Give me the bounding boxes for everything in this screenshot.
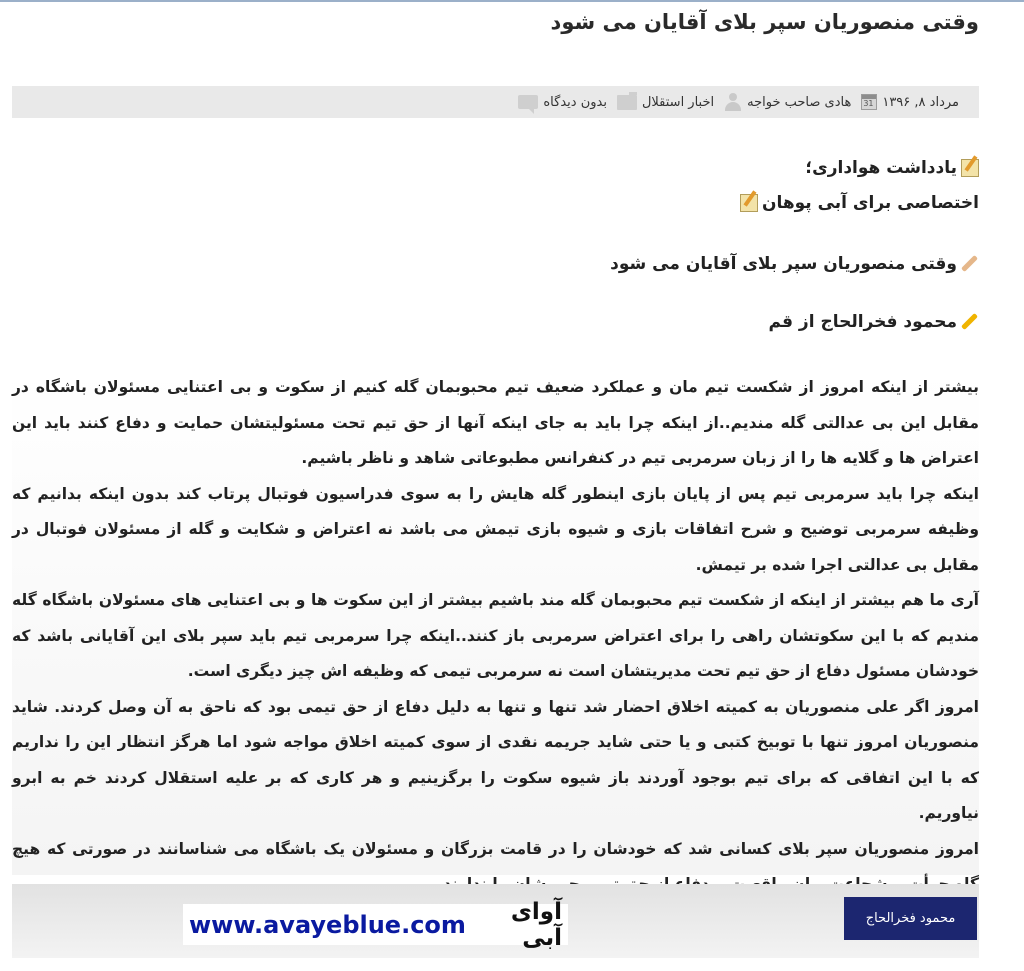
category-link[interactable]: اخبار استقلال <box>641 94 715 110</box>
body-paragraph: امروز اگر علی منصوریان به کمیته اخلاق احضار شد تنها و تنها به دلیل دفاع از حق تیمی بود که ناحق به آن وصل کردند. شاید منصوریان امروز تنها با توبیخ کتبی و یا حتی شاید جریمه نقدی از سوی کمیته اخلاق مواجه شود اما هرگز انتظار این را نداریم که با این اتفاقی که برای تیم بوجود آوردند باز شیوه سکوت را برگزینیم و هر کاری که بر علیه استقلال کردند خم به ابرو نیاوریم. <box>12 697 979 822</box>
top-divider <box>0 0 1024 2</box>
folder-icon <box>617 95 637 110</box>
site-watermark <box>183 898 568 951</box>
article-meta-bar <box>12 86 979 118</box>
writing-hand-icon <box>961 313 979 331</box>
body-paragraph: اینکه چرا باید سرمربی تیم پس از پایان بازی اینطور گله هایش را به سوی فدراسیون فوتبال پرتاب کند بدون اینکه بدانیم که وظیفه سرمربی توضیح و شرح اتفاقات بازی و شیوه بازی تیمش می باشد نه اعتراض و شکایت و گله از مسئولان فوتبال در مقابل بی عدالتی اجرا شده بر تیمش. <box>12 484 979 574</box>
meta-date <box>861 94 959 110</box>
comment-icon <box>518 95 538 109</box>
comments-link[interactable]: بدون دیدگاه <box>543 94 607 110</box>
watermark-url: www.avayeblue.com <box>189 910 466 939</box>
body-paragraph: آری ما هم بیشتر از اینکه از شکست تیم محبوبمان گله مند باشیم بیشتر از این سکوت ها و بی اعتنایی های مسئولان باشگاه گله مندیم که با این سکوتشان راهی را برای اعتراض سرمربی باز کنند..اینکه چرا سرمربی تیم باید سپر بلای این آقایانی باشد که خودشان مسئول دفاع از حق تیم تحت مدیریتشان است نه سرمربی تیمی که وظیفه اش چیز دیگری است. <box>12 591 979 680</box>
calendar-icon <box>861 94 877 110</box>
lead-line-2: اختصاصی برای آبی پوهان <box>761 193 979 213</box>
lead-exclusive <box>740 193 979 213</box>
date-text: مرداد ۸, ۱۳۹۶ <box>882 94 959 110</box>
memo-icon <box>961 159 979 177</box>
lead-line-3: وقتی منصوریان سپر بلای آقایان می شود <box>610 254 957 274</box>
writing-hand-icon <box>961 255 979 273</box>
author-link[interactable]: هادی صاحب خواجه <box>747 94 852 110</box>
body-paragraph: امروز منصوریان سپر بلای کسانی شد که خودشان را در قامت بزرگان و مسئولان یک باشگاه می شناسانند در صورتی که هیچ <box>12 839 979 858</box>
meta-comments[interactable] <box>518 95 607 110</box>
author-tag-button[interactable]: محمود فخرالحاج <box>844 897 977 940</box>
memo-icon <box>740 194 758 212</box>
meta-author[interactable] <box>724 93 851 111</box>
meta-category[interactable] <box>617 95 714 110</box>
lead-note-label <box>805 158 979 178</box>
watermark-site-name: آوای آبی <box>510 898 562 951</box>
body-paragraph: بیشتر از اینکه امروز از شکست تیم مان و عملکرد ضعیف تیم محبوبمان گله کنیم از سکوت و بی اعتنایی مسئولان باشگاه در مقابل این بی عدالتی گله مندیم..از اینکه چرا باید به جای اینکه آنها از حق تیم تحت مسئولیتشان حمایت و دفاع کنند باید این اعتراض ها و گلایه ها را از زبان سرمربی تیم در کنفرانس مطبوعاتی شاهد و ناظر باشیم. <box>12 378 979 467</box>
article-body <box>12 370 979 875</box>
lead-line-4: محمود فخرالحاج از قم <box>768 312 957 332</box>
user-icon <box>724 93 742 111</box>
article-title: وقتی منصوریان سپر بلای آقایان می شود <box>550 10 979 34</box>
lead-line-1: یادداشت هواداری؛ <box>805 158 957 178</box>
lead-headline <box>610 254 979 274</box>
lead-byline <box>769 312 979 332</box>
